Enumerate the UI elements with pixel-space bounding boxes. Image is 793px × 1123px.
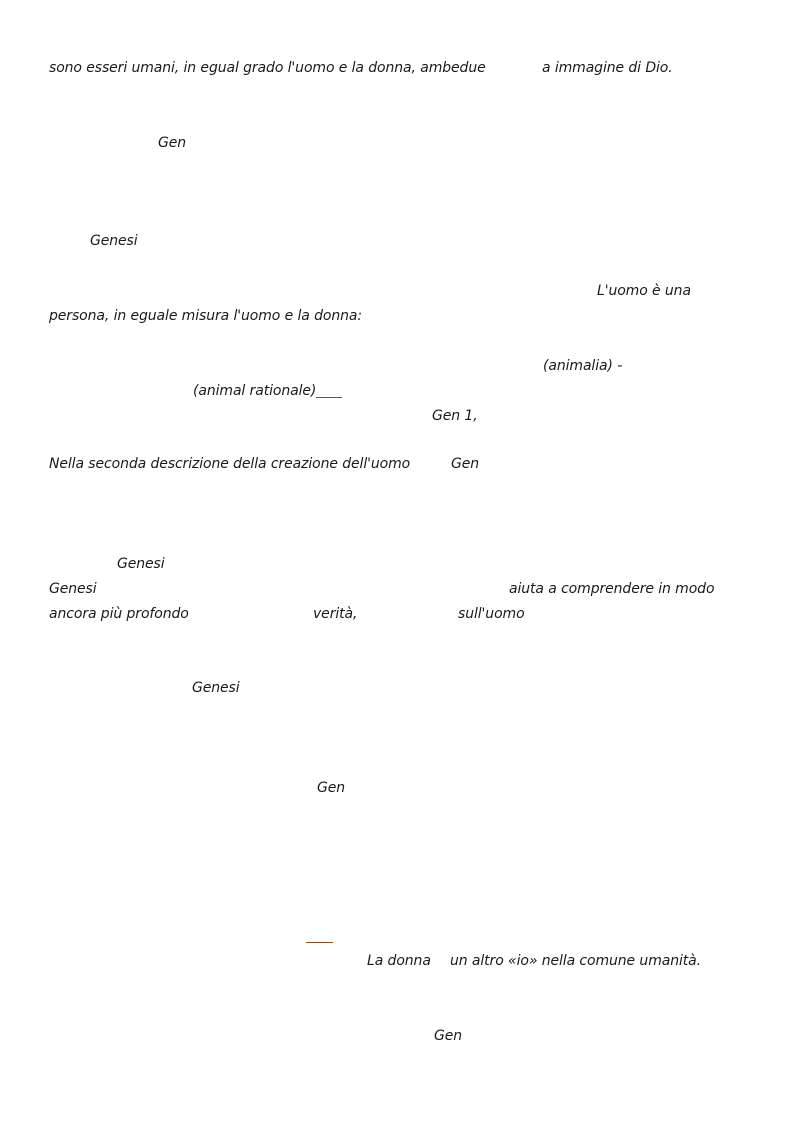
text-uomo-persona: L'uomo è una — [597, 283, 691, 299]
text-sulluomo: sull'uomo — [458, 606, 525, 622]
text-verita: verità, — [313, 606, 358, 622]
text-gen-ref-4: Gen — [434, 1028, 463, 1044]
text-genesi-4: Genesi — [192, 680, 240, 696]
text-animal-rationale: (animal rationale) — [193, 383, 317, 399]
text-gen-ref-1: Gen — [158, 135, 187, 151]
footnote-link-rule-2[interactable] — [306, 942, 333, 943]
text-genesi-2: Genesi — [117, 556, 165, 572]
text-genesi-3: Genesi — [49, 581, 97, 597]
text-line-1a: sono esseri umani, in egual grado l'uomo e la donna, ambedue — [49, 60, 486, 76]
text-genesi-1: Genesi — [90, 233, 138, 249]
text-gen-ref-3: Gen — [317, 780, 346, 796]
text-gen-ref-2: Gen — [451, 456, 480, 472]
text-altro-io: un altro «io» nella comune umanità. — [450, 953, 701, 969]
text-line-1b: a immagine di Dio. — [542, 60, 673, 76]
text-piu-profondo: ancora più profondo — [49, 606, 189, 622]
text-persona-line: persona, in eguale misura l'uomo e la donna: — [49, 308, 362, 324]
text-seconda-descrizione: Nella seconda descrizione della creazione dell'uomo — [49, 456, 411, 472]
footnote-link-rule-1[interactable] — [316, 397, 342, 398]
text-aiuta-comprendere: aiuta a comprendere in modo — [509, 581, 715, 597]
text-gen-1: Gen 1, — [432, 408, 478, 424]
text-la-donna: La donna — [367, 953, 431, 969]
text-animalia: (animalia) - — [543, 358, 623, 374]
